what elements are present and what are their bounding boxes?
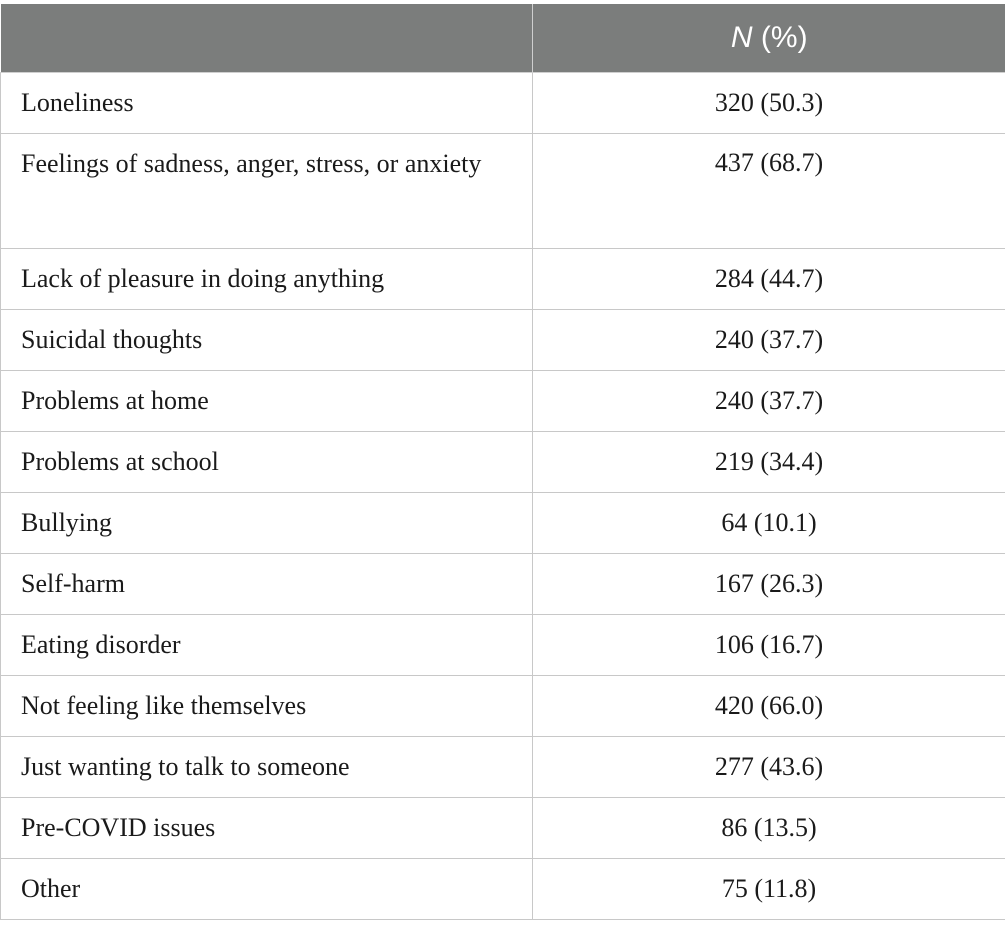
row-value: 86 (13.5) xyxy=(533,798,1005,859)
row-label: Other xyxy=(1,859,533,920)
row-label: Pre-COVID issues xyxy=(1,798,533,859)
row-value: 277 (43.6) xyxy=(533,737,1005,798)
table-row xyxy=(1,73,1005,134)
row-label: Feelings of sadness, anger, stress, or anxiety xyxy=(1,134,533,249)
table-row xyxy=(1,432,1005,493)
table-header-row xyxy=(1,4,1005,73)
row-value: 64 (10.1) xyxy=(533,493,1005,554)
header-n-symbol: N xyxy=(730,21,753,54)
table-row xyxy=(1,615,1005,676)
row-value: 219 (34.4) xyxy=(533,432,1005,493)
table-row xyxy=(1,554,1005,615)
table-row xyxy=(1,859,1005,920)
row-value: 437 (68.7) xyxy=(533,134,1005,249)
table-row xyxy=(1,310,1005,371)
row-value: 284 (44.7) xyxy=(533,249,1005,310)
row-value: 420 (66.0) xyxy=(533,676,1005,737)
table-row xyxy=(1,737,1005,798)
row-label: Self-harm xyxy=(1,554,533,615)
header-value-column xyxy=(533,4,1005,73)
row-label: Just wanting to talk to someone xyxy=(1,737,533,798)
row-label: Problems at school xyxy=(1,432,533,493)
row-label: Problems at home xyxy=(1,371,533,432)
row-label: Not feeling like themselves xyxy=(1,676,533,737)
row-label: Lack of pleasure in doing anything xyxy=(1,249,533,310)
results-table xyxy=(0,4,1005,920)
table-row xyxy=(1,371,1005,432)
row-label: Loneliness xyxy=(1,73,533,134)
table-row xyxy=(1,676,1005,737)
row-label: Eating disorder xyxy=(1,615,533,676)
table-row xyxy=(1,798,1005,859)
row-label: Suicidal thoughts xyxy=(1,310,533,371)
row-value: 240 (37.7) xyxy=(533,310,1005,371)
header-label-column xyxy=(1,4,533,73)
row-value: 320 (50.3) xyxy=(533,73,1005,134)
header-percent-label: (%) xyxy=(752,21,808,54)
row-value: 167 (26.3) xyxy=(533,554,1005,615)
table-row xyxy=(1,249,1005,310)
row-label: Bullying xyxy=(1,493,533,554)
row-value: 106 (16.7) xyxy=(533,615,1005,676)
row-value: 240 (37.7) xyxy=(533,371,1005,432)
row-value: 75 (11.8) xyxy=(533,859,1005,920)
table-row xyxy=(1,493,1005,554)
table-row xyxy=(1,134,1005,249)
